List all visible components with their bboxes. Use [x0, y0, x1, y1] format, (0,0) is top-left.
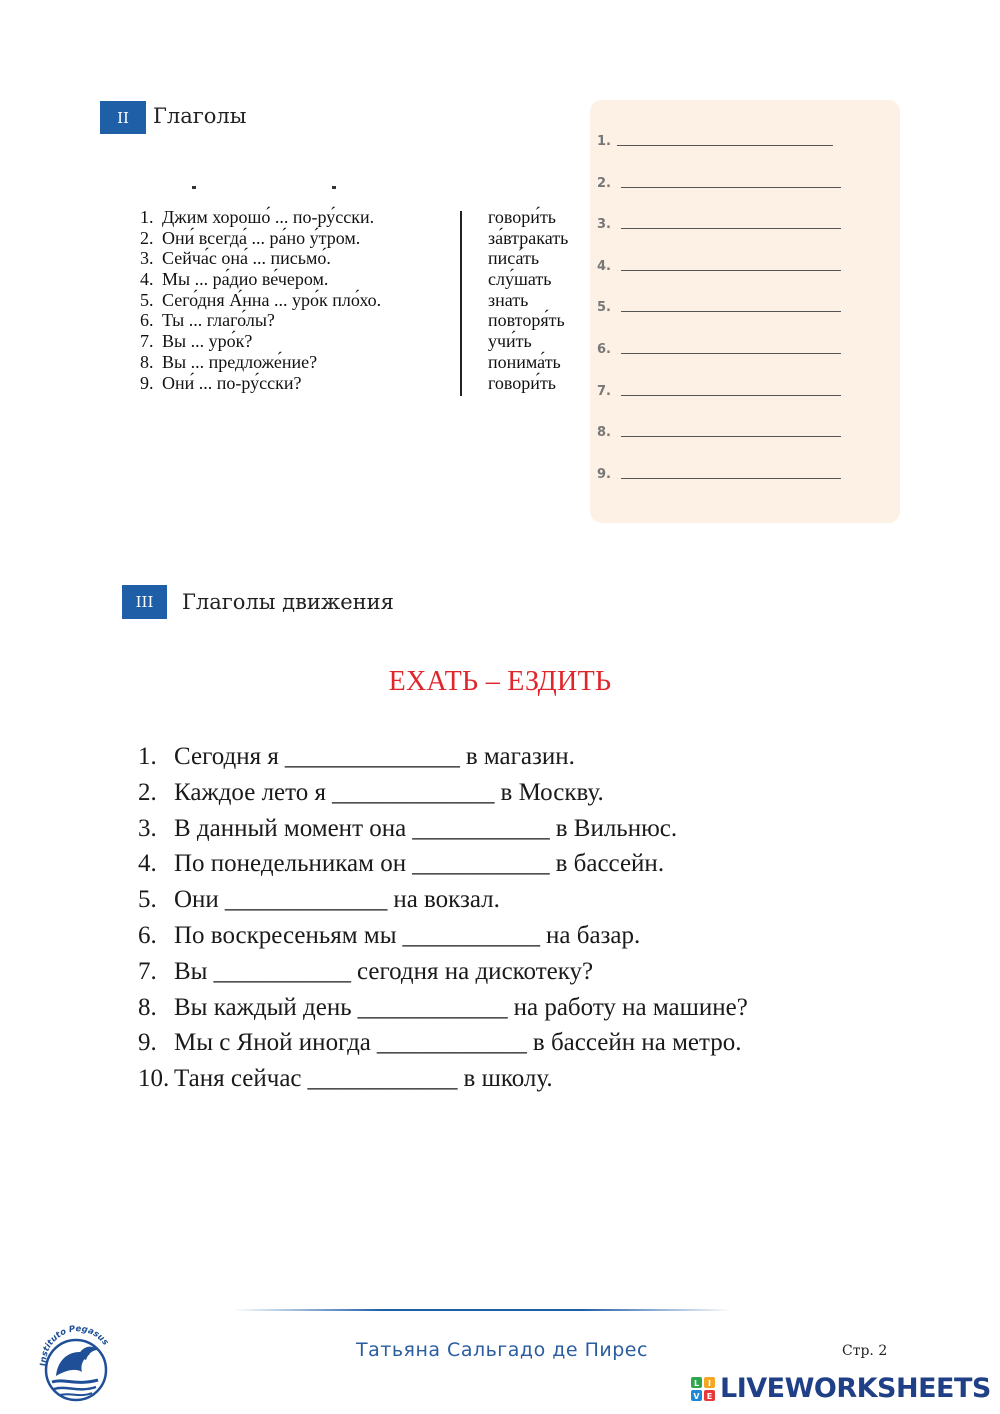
exercise-before: Вы	[174, 957, 208, 985]
exercise-num: 5.	[138, 886, 157, 914]
exercise-after: в бассейн.	[555, 850, 665, 878]
answer-number: 6.	[597, 342, 611, 357]
exercise-after: в школу.	[463, 1065, 553, 1093]
pegasus-logo-icon	[36, 1318, 116, 1402]
liveworksheets-icon	[690, 1376, 716, 1402]
answer-input-line[interactable]	[621, 436, 841, 437]
verb-exercise-row	[140, 248, 590, 269]
answer-row	[597, 342, 841, 357]
exercise-sentence: Ты ... глаго́лы?	[162, 310, 275, 331]
answer-number: 8.	[597, 425, 611, 441]
exercise-num: 10.	[138, 1065, 170, 1093]
verbs-exercise-list	[140, 207, 590, 393]
exercise-sentence: Мы ... ра́дио ве́чером.	[162, 269, 329, 290]
column-divider	[460, 211, 462, 396]
exercise-num: 4.	[138, 850, 157, 878]
exercise-num: 2.	[138, 778, 157, 806]
answer-blank[interactable]: ____________	[307, 1065, 458, 1093]
verb-exercise-row	[140, 331, 590, 352]
answer-input-line[interactable]	[621, 353, 841, 354]
section-title-2: Глаголы	[153, 104, 247, 128]
motion-exercise-row	[138, 739, 898, 775]
verb-exercise-row	[140, 310, 590, 331]
answer-input-line[interactable]	[621, 395, 841, 396]
verb-exercise-row	[140, 373, 590, 394]
exercise-before: По воскресеньям мы	[174, 921, 397, 949]
answer-row	[597, 134, 833, 149]
answer-row	[597, 300, 841, 315]
answer-input-line[interactable]	[621, 187, 841, 188]
exercise-before: Они	[174, 886, 219, 914]
svg-text:V: V	[693, 1391, 700, 1401]
section-badge-3: III	[122, 585, 167, 619]
cropped-instruction-remnant	[186, 186, 356, 192]
exercise-before: Мы с Яной иногда	[174, 1029, 371, 1057]
answer-number: 4.	[597, 258, 611, 274]
motion-exercise-row	[138, 1061, 898, 1097]
answer-blank[interactable]: ___________	[402, 921, 540, 949]
exercise-num: 1.	[140, 207, 154, 227]
exercise-verb: за́втракать	[488, 227, 569, 248]
exercise-verb: знать	[488, 289, 529, 310]
liveworksheets-brand	[690, 1373, 991, 1404]
verb-exercise-row	[140, 290, 590, 311]
logo-text: Instituto Pegasus	[38, 1324, 111, 1367]
exercise-sentence: Они́ всегда́ ... ра́но у́тром.	[162, 227, 361, 248]
answer-row	[597, 425, 841, 440]
exercise-before: Таня сейчас	[174, 1065, 302, 1093]
answer-input-line[interactable]	[617, 145, 833, 146]
exercise-after: в магазин.	[465, 743, 575, 770]
motion-exercise-row	[138, 882, 898, 918]
exercise-verb: повторя́ть	[488, 310, 565, 331]
exercise-num: 8.	[138, 993, 157, 1021]
exercise-verb: говори́ть	[488, 207, 557, 227]
institute-logo	[36, 1318, 116, 1402]
verb-exercise-row	[140, 207, 590, 228]
answer-panel	[590, 100, 900, 523]
answer-input-line[interactable]	[621, 270, 841, 271]
exercise-num: 4.	[140, 269, 154, 290]
exercise-sentence: Вы ... предложе́ние?	[162, 351, 318, 372]
answer-number: 3.	[597, 217, 611, 233]
exercise-after: сегодня на дискотеку?	[356, 957, 594, 985]
verb-exercise-row	[140, 352, 590, 373]
exercise-num: 9.	[140, 372, 154, 393]
answer-row	[597, 217, 841, 232]
exercise-num: 3.	[140, 248, 154, 269]
exercise-sentence: Они́ ... по-ру́сски?	[162, 372, 302, 393]
liveworksheets-wordmark: LIVEWORKSHEETS	[720, 1373, 991, 1404]
motion-exercise-row	[138, 954, 898, 990]
exercise-verb: говори́ть	[488, 372, 557, 393]
exercise-num: 8.	[140, 351, 154, 372]
exercise-verb: учи́ть	[488, 331, 532, 352]
exercise-num: 3.	[138, 814, 157, 842]
motion-exercise-row	[138, 918, 898, 954]
exercise-after: на работу на машине?	[513, 993, 748, 1021]
exercise-sentence: Вы ... уро́к?	[162, 331, 253, 352]
exercise-after: в Москву.	[500, 778, 604, 806]
exercise-verb: писа́ть	[488, 248, 540, 269]
svg-text:L: L	[693, 1378, 700, 1388]
exercise-num: 5.	[140, 289, 154, 310]
exercise-sentence: Сего́дня А́нна ... уро́к пло́хо.	[162, 289, 382, 310]
answer-number: 1.	[597, 134, 611, 149]
motion-exercise-row	[138, 811, 898, 847]
exercise-before: В данный момент она	[174, 814, 407, 842]
answer-blank[interactable]: ___________	[412, 850, 550, 878]
author-name: Татьяна Сальгадо де Пирес	[356, 1339, 648, 1361]
svg-text:I: I	[708, 1378, 711, 1388]
exercise-after: на вокзал.	[393, 886, 500, 914]
section-badge-2: II	[100, 101, 146, 134]
page-number: Стр. 2	[842, 1343, 888, 1359]
exercise-verb: слу́шать	[488, 269, 552, 290]
motion-exercise-row	[138, 846, 898, 882]
exercise-num: 6.	[140, 310, 154, 331]
answer-row	[597, 384, 841, 399]
exercise-num: 7.	[140, 331, 154, 352]
exercise-verb: понима́ть	[488, 351, 561, 372]
motion-exercise-row	[138, 1025, 898, 1061]
exercise-sentence: Сейча́с она́ ... письмо́.	[162, 248, 331, 269]
answer-row	[597, 467, 841, 482]
motion-exercise-row	[138, 775, 898, 811]
answer-input-line[interactable]	[621, 311, 841, 312]
motion-exercise-row	[138, 990, 898, 1026]
answer-row	[597, 259, 841, 274]
motion-verbs-exercise-list	[138, 739, 898, 1097]
verb-exercise-row	[140, 228, 590, 249]
answer-number: 5.	[597, 300, 611, 316]
answer-number: 2.	[597, 175, 611, 191]
exercise-after: в бассейн на метро.	[532, 1029, 742, 1057]
exercise-sentence: Джим хорошо́ ... по-ру́сски.	[162, 207, 375, 227]
answer-input-line[interactable]	[621, 228, 841, 229]
exercise-after: в Вильнюс.	[555, 814, 678, 842]
answer-blank[interactable]: _____________	[332, 778, 495, 806]
exercise-before: Вы каждый день	[174, 993, 352, 1021]
exercise-num: 1.	[138, 743, 157, 770]
exercise-num: 2.	[140, 227, 154, 248]
answer-blank[interactable]: _____________	[224, 886, 388, 914]
answer-blank[interactable]: ___________	[412, 814, 550, 842]
exercise-after: на базар.	[546, 921, 641, 949]
answer-blank[interactable]: ____________	[376, 1029, 527, 1057]
exercise-num: 9.	[138, 1029, 157, 1057]
verb-pair-heading: ЕХАТЬ – ЕЗДИТЬ	[388, 666, 612, 697]
exercise-before: По понедельникам он	[174, 850, 407, 878]
answer-blank[interactable]: ____________	[357, 993, 508, 1021]
answer-number: 9.	[597, 466, 611, 482]
answer-blank[interactable]: ______________	[284, 743, 460, 770]
svg-text:E: E	[706, 1391, 713, 1401]
answer-number: 7.	[597, 383, 611, 399]
footer-divider	[232, 1309, 732, 1311]
answer-input-line[interactable]	[621, 478, 841, 479]
exercise-before: Сегодня я	[174, 743, 279, 770]
exercise-num: 6.	[138, 921, 157, 949]
section-title-3: Глаголы движения	[182, 590, 394, 614]
answer-row	[597, 176, 841, 191]
exercise-before: Каждое лето я	[174, 778, 327, 806]
verb-exercise-row	[140, 269, 590, 290]
exercise-num: 7.	[138, 957, 157, 985]
answer-blank[interactable]: ___________	[213, 957, 351, 985]
